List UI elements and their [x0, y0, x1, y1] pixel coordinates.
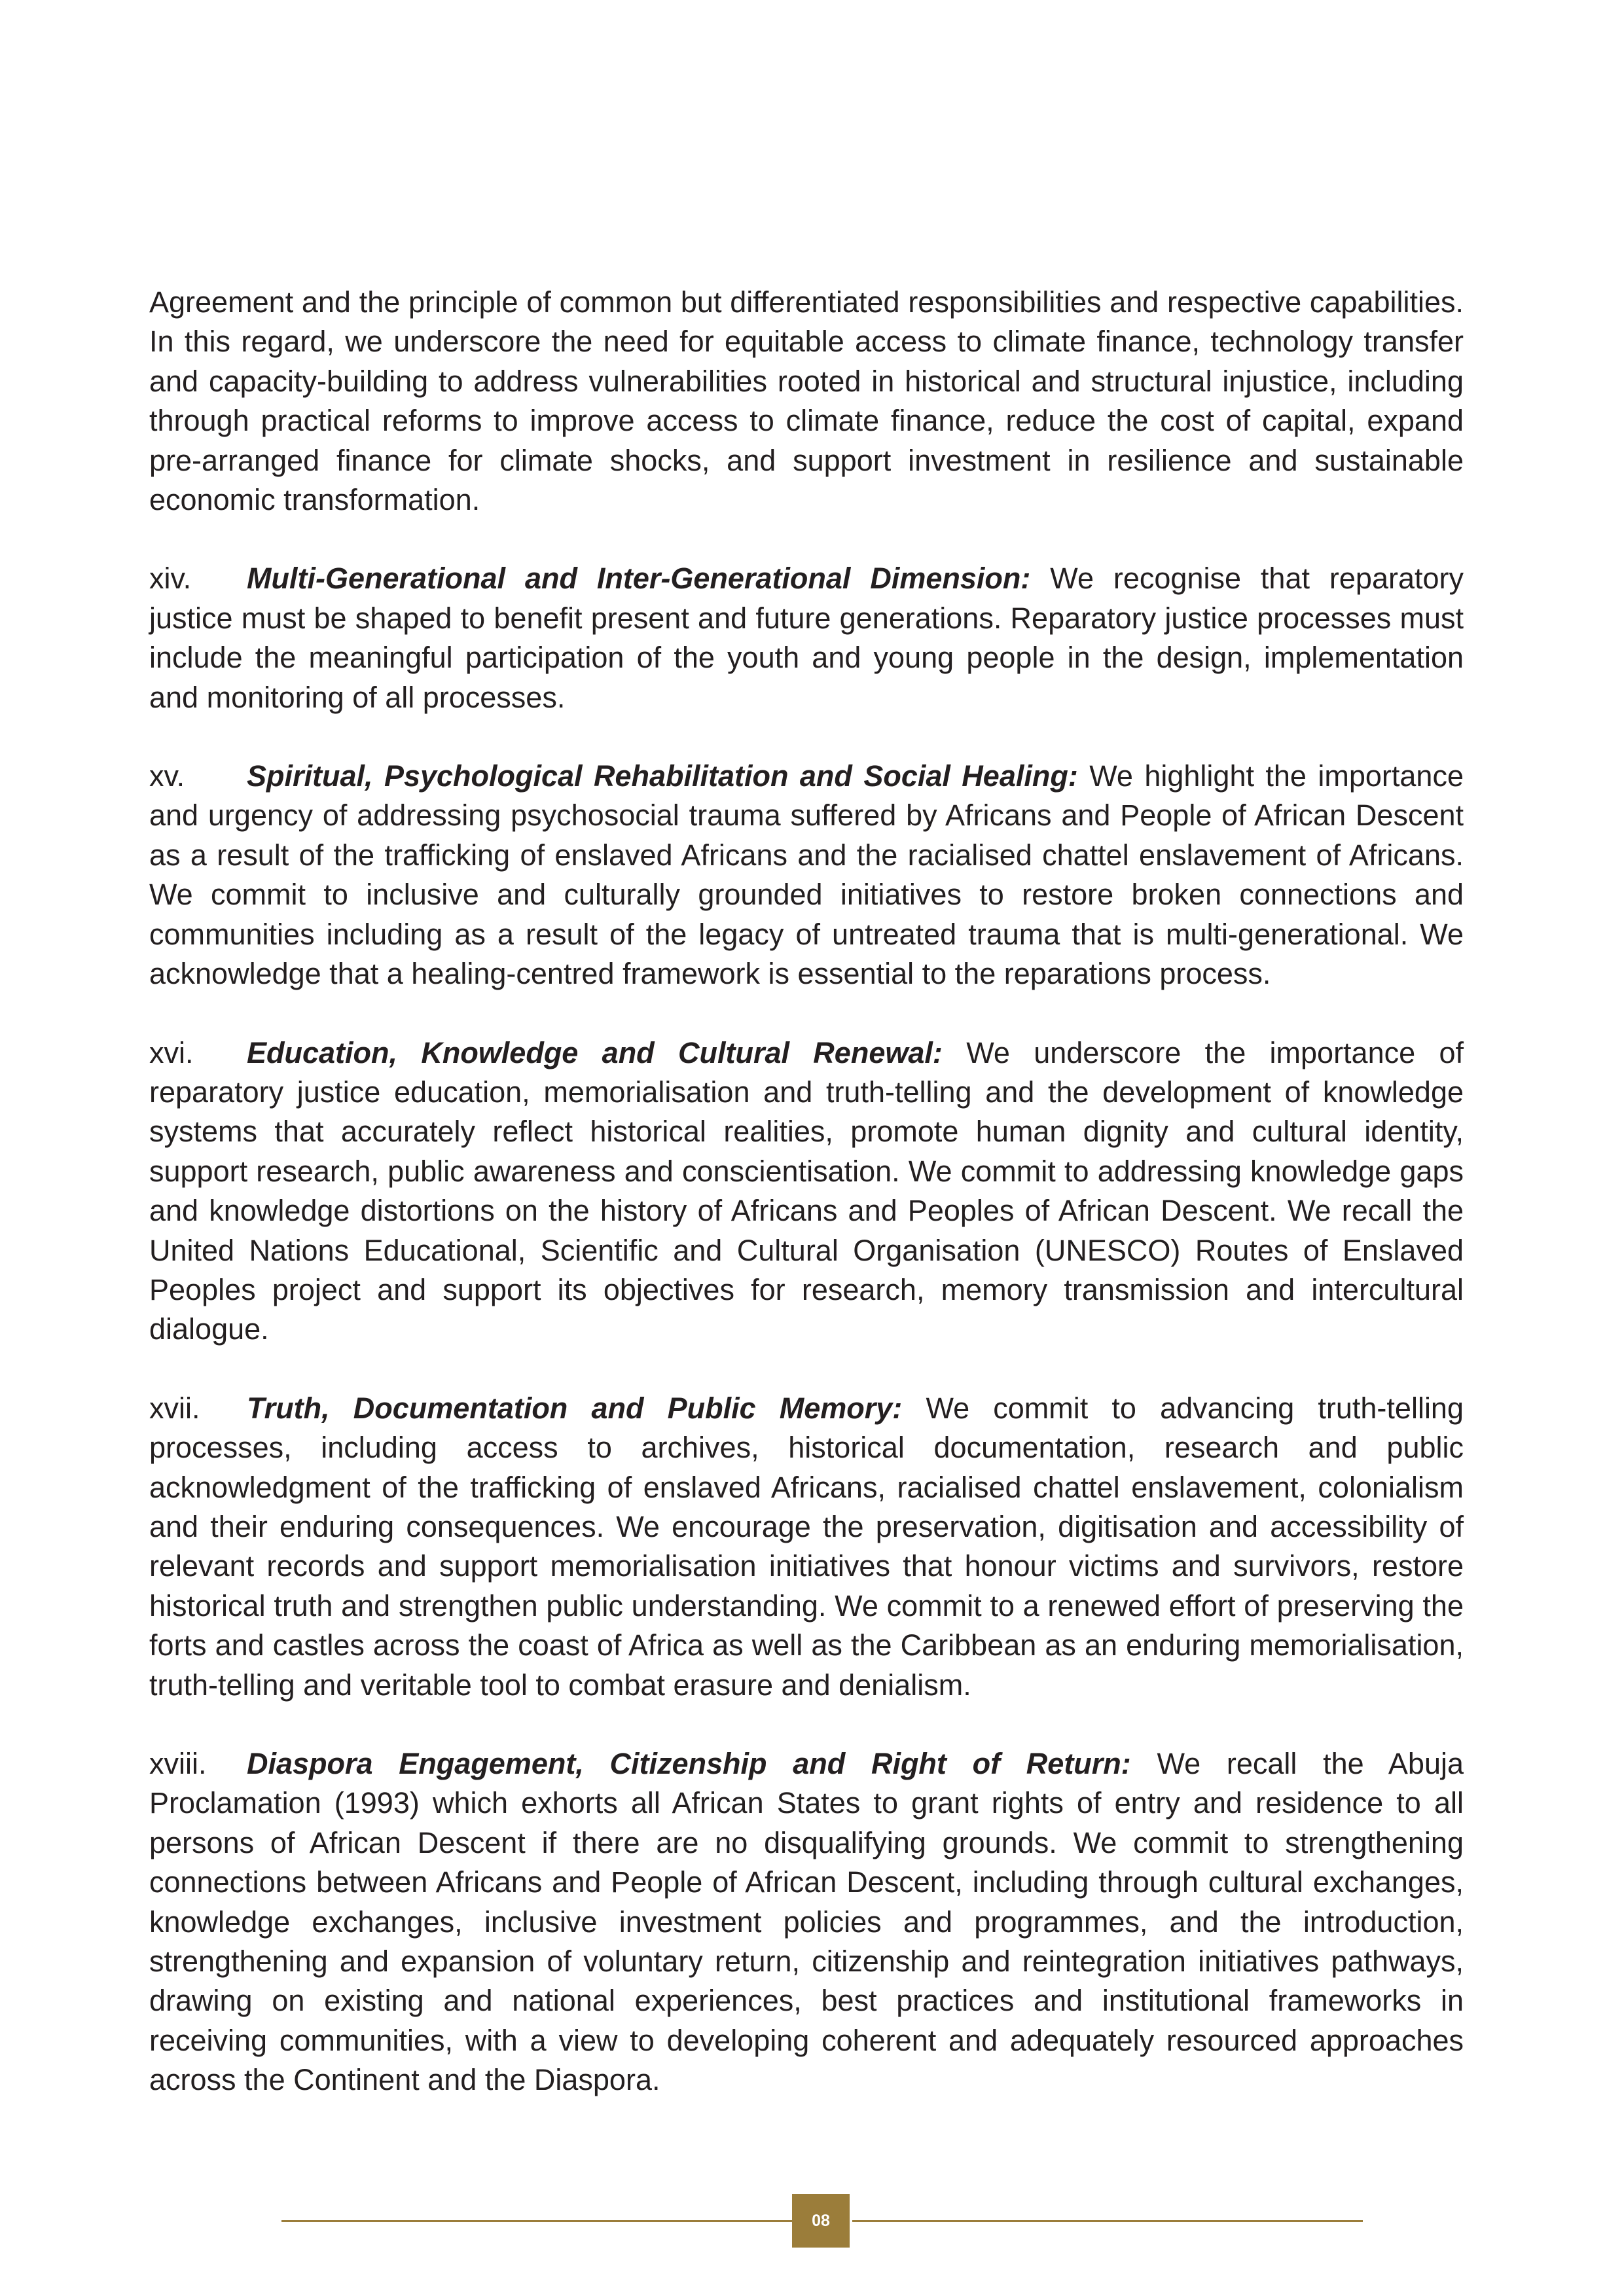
page-number: 08 — [812, 2211, 830, 2230]
page-number-badge — [792, 2194, 850, 2248]
paragraph-text: We commit to advancing truth-telling processes, including access to archives, historical documentation, research and public acknowledgment of the trafficking of enslaved Africans, racialised chattel enslavement, colonialism and their enduring consequences. We encourage the preservation, digitisation and accessibility of relevant records and support memorialisation initiatives that honour victims and survivors, restore historical truth and strengthen public understanding. We commit to a renewed effort of preserving the forts and castles across the coast of Africa as well as the Caribbean as an enduring memorialisation, truth-telling and veritable tool to combat erasure and denialism. — [149, 1391, 1464, 1702]
paragraph-xv — [149, 757, 1464, 994]
paragraph-heading: Education, Knowledge and Cultural Renewal: — [247, 1035, 943, 1069]
paragraph-xvi — [149, 1033, 1464, 1350]
paragraph-text: We recall the Abuja Proclamation (1993) which exhorts all African States to grant rights of entry and residence to all persons of African Descent if there are no disqualifying grounds. We commit to strengthening connections between Africans and People of African Descent, including through cultural exchanges, knowledge exchanges, inclusive investment policies and programmes, and the introduction, strengthening and expansion of voluntary return, citizenship and reintegration initiatives pathways, drawing on existing and national experiences, best practices and institutional frameworks in receiving communities, with a view to developing coherent and adequately resourced approaches across the Continent and the Diaspora. — [149, 1747, 1464, 2097]
paragraph-text: Agreement and the principle of common but differentiated responsibilities and respective capabilities. In this regard, we underscore the need for equitable access to climate finance, technology transfer and capacity-building to address vulnerabilities rooted in historical and structural injustice, including through practical reforms to improve access to climate finance, reduce the cost of capital, expand pre-arranged finance for climate shocks, and support investment in resilience and sustainable economic transformation. — [149, 285, 1464, 517]
paragraph-xviii — [149, 1744, 1464, 2100]
paragraph-text: We highlight the importance and urgency of addressing psychosocial trauma suffered by Africans and People of African Descent as a result of the trafficking of enslaved Africans and the racialised chattel enslavement of Africans. We commit to inclusive and culturally grounded initiatives to restore broken connections and communities including as a result of the legacy of untreated trauma that is multi-generational. We acknowledge that a healing-centred framework is essential to the reparations process. — [149, 759, 1464, 991]
paragraph-heading: Multi-Generational and Inter-Generational Dimension: — [247, 562, 1031, 596]
paragraph-number: xv. — [149, 759, 185, 793]
paragraph-heading: Truth, Documentation and Public Memory: — [247, 1391, 903, 1425]
paragraph-number: xvii. — [149, 1391, 200, 1425]
document-body — [149, 283, 1464, 2100]
footer-divider-right — [852, 2220, 1363, 2222]
paragraph-heading: Spiritual, Psychological Rehabilitation and Social Healing: — [247, 759, 1078, 793]
paragraph-number: xvi. — [149, 1035, 194, 1069]
page-footer — [281, 2194, 1363, 2248]
paragraph-xiv — [149, 559, 1464, 717]
paragraph-number: xviii. — [149, 1747, 207, 1780]
paragraph-heading: Diaspora Engagement, Citizenship and Right of Return: — [247, 1747, 1131, 1780]
paragraph-text: We underscore the importance of reparatory justice education, memorialisation and truth-telling and the development of knowledge systems that accurately reflect historical realities, promote human dignity and cultural identity, support research, public awareness and conscientisation. We commit to addressing knowledge gaps and knowledge distortions on the history of Africans and Peoples of African Descent. We recall the United Nations Educational, Scientific and Cultural Organisation (UNESCO) Routes of Enslaved Peoples project and support its objectives for research, memory transmission and intercultural dialogue. — [149, 1035, 1464, 1346]
paragraph-number: xiv. — [149, 562, 192, 596]
paragraph-xvii — [149, 1389, 1464, 1705]
paragraph-continuation — [149, 283, 1464, 520]
footer-divider-left — [281, 2220, 792, 2222]
paragraph-text: We recognise that reparatory justice must be shaped to benefit present and future generations. Reparatory justice processes must include the meaningful participation of the youth and young people in the design, implementation and monitoring of all processes. — [149, 562, 1464, 714]
